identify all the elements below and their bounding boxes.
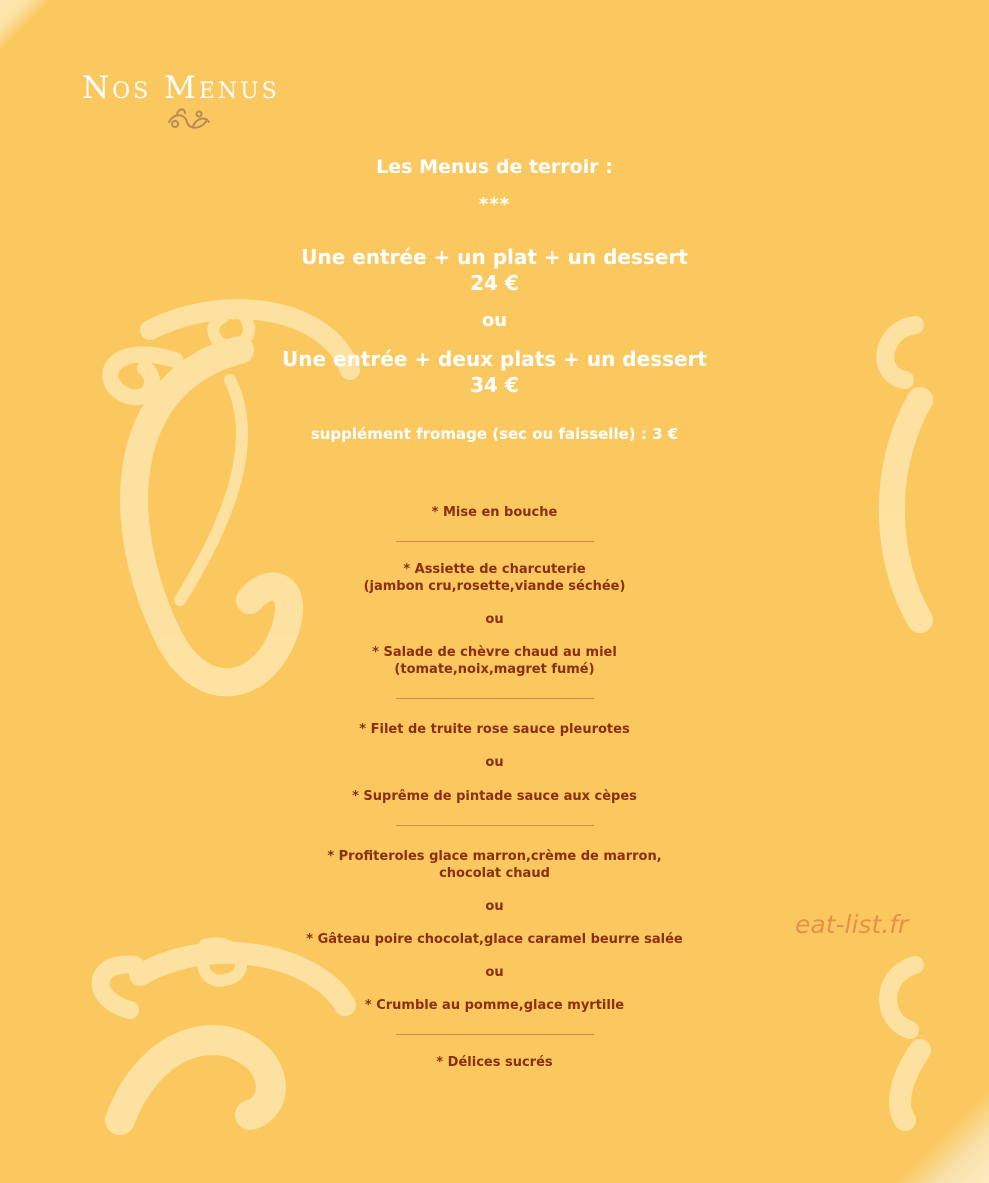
course-main-2: * Suprême de pintade sauce aux cèpes	[352, 789, 637, 804]
separator	[396, 1034, 594, 1035]
page-corner-bottom-right	[879, 1073, 989, 1183]
course-dessert-1-line-1: * Profiteroles glace marron,crème de marron,	[327, 849, 662, 864]
menu-title: Les Menus de terroir :	[376, 156, 613, 178]
course-starter-2-detail: (tomate,noix,magret fumé)	[394, 662, 595, 677]
offer-two-label: Une entrée + deux plats + un dessert	[282, 347, 707, 371]
course-or: ou	[485, 755, 504, 770]
offer-one-price: 24 €	[470, 271, 519, 295]
offer-one-label: Une entrée + un plat + un dessert	[301, 245, 688, 269]
offer-one	[0, 244, 989, 296]
course-starter-1-name: * Assiette de charcuterie	[403, 562, 586, 577]
offer-two	[0, 346, 989, 398]
offer-two-price: 34 €	[470, 373, 519, 397]
course-starter-2	[0, 644, 989, 678]
watermark: eat-list.fr	[795, 910, 909, 939]
separator	[396, 541, 594, 542]
course-dessert-2: * Gâteau poire chocolat,glace caramel beurre salée	[306, 932, 683, 947]
flourish-icon	[165, 104, 213, 134]
course-or: ou	[485, 965, 504, 980]
course-dessert-1	[0, 848, 989, 882]
course-starter-2-name: * Salade de chèvre chaud au miel	[372, 645, 617, 660]
course-starter-1	[0, 561, 989, 595]
separator	[396, 825, 594, 826]
brand-title: Nos Menus	[82, 70, 280, 106]
menu-stars: ***	[478, 194, 511, 215]
course-or: ou	[485, 612, 504, 627]
separator	[396, 698, 594, 699]
course-amuse: * Mise en bouche	[431, 505, 558, 520]
course-or: ou	[485, 899, 504, 914]
course-dessert-3: * Crumble au pomme,glace myrtille	[364, 998, 625, 1013]
course-starter-1-detail: (jambon cru,rosette,viande séchée)	[363, 579, 626, 594]
course-main-1: * Filet de truite rose sauce pleurotes	[359, 722, 630, 737]
offer-or: ou	[481, 310, 508, 331]
cheese-supplement: supplément fromage (sec ou faisselle) : 3 €	[310, 425, 679, 443]
course-dessert-1-line-2: chocolat chaud	[439, 866, 550, 881]
course-sweets: * Délices sucrés	[436, 1055, 553, 1070]
